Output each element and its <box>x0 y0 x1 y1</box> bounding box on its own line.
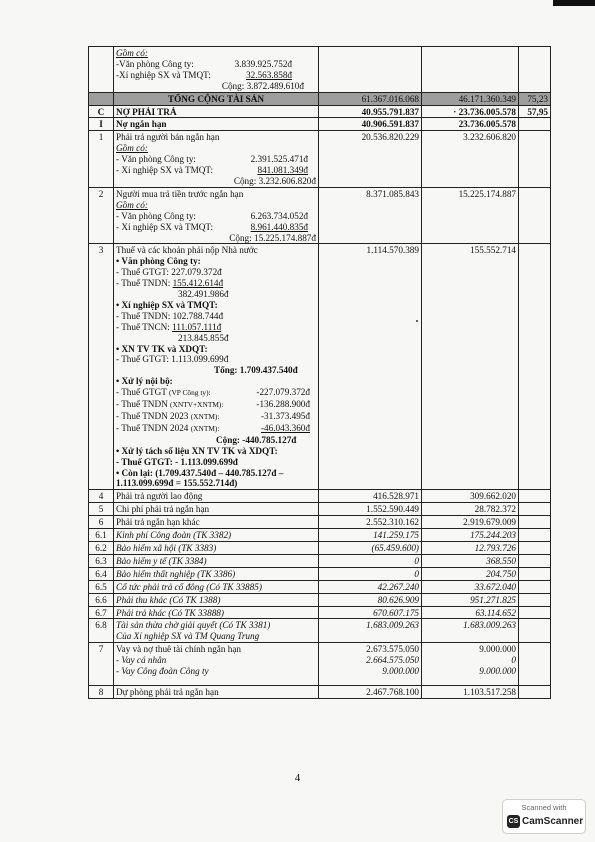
table-row: 6.5 Cổ tức phải trả cổ đông (Có TK 33885) 42.267.240 33.672.040 <box>89 580 551 593</box>
scan-speck <box>416 320 418 322</box>
table-row: 7 Vay và nợ thuê tài chính ngắn hạn - Vay cá nhân - Vay Công đoàn Công ty 2.673.575.050 2.664.575.050 9.000.000 9.000.000 0 9.000.000 <box>89 643 551 686</box>
table-row: 6.1 Kinh phí Công đoàn (TK 3382) 141.259.175 175.244.203 <box>89 529 551 542</box>
table-row: 6.7 Phải trả khác (Có TK 33888) 670.607.175 63.114.652 <box>89 606 551 619</box>
table-row: 6.6 Phải thu khác (Có TK 1388) 80.626.909 951.271.825 <box>89 593 551 606</box>
table-row: 1 Phải trả người bán ngắn hạn Gồm có: - Văn phòng Công ty: 2.391.525.471đ - Xí nghiệp SX và TMQT: 841.081.349đ Cộng: 3.232.606.820đ 20.536.820.229 3.232.606.820 <box>89 131 551 188</box>
liabilities-table <box>88 46 551 699</box>
table-row: 6.2 Bảo hiểm xã hội (TK 3383) (65.459.600) 12.793.726 <box>89 541 551 554</box>
table-row: 6.4 Bảo hiểm thất nghiệp (TK 3386) 0 204.750 <box>89 567 551 580</box>
camscanner-logo-icon: CS <box>507 815 520 828</box>
table-row: 4 Phải trả người lao động 416.528.971 309.662.020 <box>89 490 551 503</box>
table-row: 6 Phải trả ngắn hạn khác 2.552.310.162 2.919.679.009 <box>89 516 551 529</box>
table-row: 3 Thuế và các khoản phải nộp Nhà nước • Văn phòng Công ty: - Thuế GTGT: 227.079.372đ - Thuế TNDN: 155.412.614đ 382.491.986đ • Xí nghiệp SX và TMQT: - Thuế TNDN: 102.788.744đ - Thuế TNCN: 111.057.111đ 213.845.855đ • XN TV TK và XDQT: - Thuế GTGT: 1.113.099.699đ Tổng: 1.709.437.540đ • Xử lý nội bộ: - Thuế GTGT (VP Công ty): -227.079.372đ - Thuế TNDN (XNTV+XNTM): -136.288.900đ - Thuế TNDN 2023 (XNTM): -31.373.495đ - Thuế TNDN 2024 (XNTM): -46.043.360đ Cộng: -440.785.127đ • Xử lý tách số liệu XN TV TK và XDQT: - Thuế GTGT: - 1.113.099.699đ • Còn lại: (1.709.437.540đ – 440.785.127đ – 1.113.099.699đ = 155.552.714đ) 1.114.570.389 155.552.714 <box>89 244 551 490</box>
table-row: 6.3 Bảo hiểm y tế (TK 3384) 0 368.550 <box>89 554 551 567</box>
camscanner-watermark: Scanned with CS CamScanner <box>502 799 586 834</box>
table-row <box>89 47 551 93</box>
table-row: 5 Chi phí phải trả ngắn hạn 1.552.590.449 28.782.372 <box>89 503 551 516</box>
short-term-debt-row: I Nợ ngắn hạn 40.906.591.837 23.736.005.578 <box>89 118 551 131</box>
liabilities-total-row: C NỢ PHẢI TRẢ 40.955.791.837 · 23.736.005.578 57,95 <box>89 105 551 118</box>
tax-breakdown: Thuế và các khoản phải nộp Nhà nước • Văn phòng Công ty: - Thuế GTGT: 227.079.372đ - Thuế TNDN: 155.412.614đ 382.491.986đ • Xí nghiệp SX và TMQT: - Thuế TNDN: 102.788.744đ - Thuế TNCN: 111.057.111đ 213.845.855đ • XN TV TK và XDQT: - Thuế GTGT: 1.113.099.699đ Tổng: 1.709.437.540đ • Xử lý nội bộ: - Thuế GTGT (VP Công ty): -227.079.372đ - Thuế TNDN (XNTV+XNTM): -136.288.900đ - Thuế TNDN 2023 (XNTM): -31.373.495đ - Thuế TNDN 2024 (XNTM): -46.043.360đ Cộng: -440.785.127đ • Xử lý tách số liệu XN TV TK và XDQT: - Thuế GTGT: - 1.113.099.699đ • Còn lại: (1.709.437.540đ – 440.785.127đ – 1.113.099.699đ = 155.552.714đ) <box>114 244 319 490</box>
page-number: 4 <box>294 772 301 784</box>
table-row: 2 Người mua trả tiền trước ngắn hạn Gồm có: - Văn phòng Công ty: 6.263.734.052đ - Xí nghiệp SX và TMQT: 8.961.440.835đ Cộng: 15.225.174.887đ 8.371.085.843 15.225.174.887 <box>89 187 551 244</box>
scan-edge-mark <box>553 0 595 6</box>
table-row: 6.8 Tài sản thừa chờ giải quyết (Có TK 3381) Của Xí nghiệp SX và TM Quang Trung 1.683.009.263 1.683.009.263 <box>89 619 551 643</box>
total-assets-row: TỔNG CỘNG TÀI SẢN 61.367.016.068 46.171.360.349 75,23 <box>89 92 551 105</box>
table-row: 8 Dự phòng phải trả ngắn hạn 2.467.768.100 1.103.517.258 <box>89 685 551 698</box>
continued-breakdown: Gồm có: -Văn phòng Công ty: 3.839.925.752đ -Xí nghiệp SX và TMQT: 32.563.858đ Cộng: 3.872.489.610đ <box>114 47 319 93</box>
